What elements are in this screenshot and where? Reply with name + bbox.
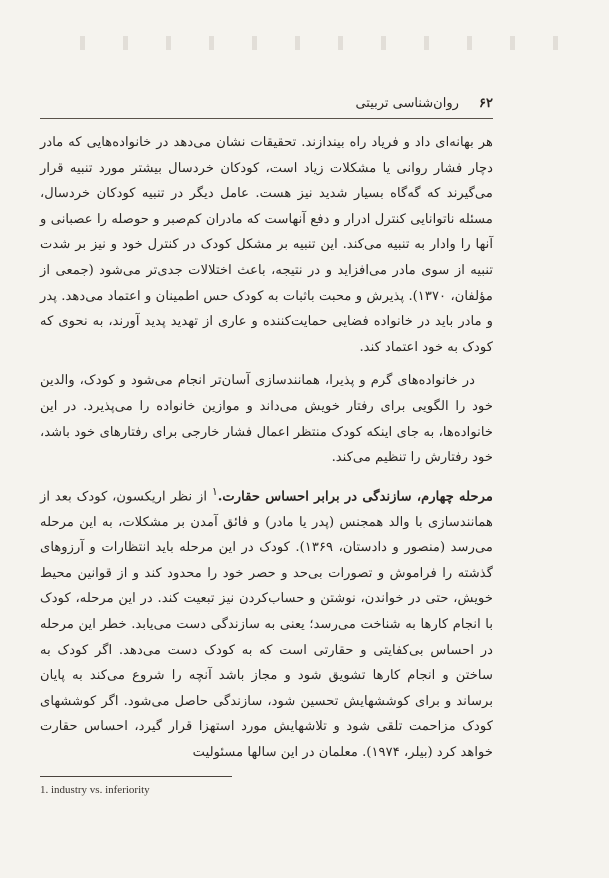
faded-top-marks (80, 36, 569, 50)
page-number: ۶۲ (479, 96, 493, 111)
footnote-marker: ۱ (211, 484, 218, 498)
footnote: 1. industry vs. inferiority (40, 784, 150, 796)
paragraph: هر بهانه‌ای داد و فریاد راه بیندازند. تحقیقات نشان می‌دهد در خانواده‌هایی که مادر دچار فشار روانی یا مشکلات زیاد است، کودکان خردسال بیشتر مورد تنبیه قرار می‌گیرند که گه‌گاه بسیار شدید نیز هست. عامل دیگر در تنبیه کودکان خردسال، مسئله ناتوانایی کنترل ادرار و دفع آنهاست که مادران کم‌صبر و حوصله را عصبانی و آنها را وادار به تنبیه می‌کند. این تنبیه بر مشکل کودک در کنترل خود و نیز بر شدت تنبیه از سوی مادر می‌افزاید و در نتیجه، باعث اختلالات جدی‌تر می‌شود (جمعی از مؤلفان، ۱۳۷۰). پذیرش و محبت باثبات به کودک حس اطمینان و اعتماد می‌دهد. پدر و مادر باید در خانواده فضایی حمایت‌کننده و عاری از تهدید پدید آورند، به نحوی که کودک به خود اعتماد کند. (40, 135, 493, 355)
running-title: روان‌شناسی تربیتی (355, 96, 459, 111)
paragraph (40, 479, 493, 766)
footnote-divider (40, 776, 232, 777)
paragraph-body: از نظر اریکسون، کودک بعد از همانندسازی با والد همجنس (پدر یا مادر) و فائق آمدن بر مشکلات، به این مرحله می‌رسد (منصور و دادستان، ۱۳۶۹). کودک در این مرحله باید انتظارات و آرزوهای گذشته را فراموش و تصورات بی‌حد و حصر خود را محدود کند و از قوانین محیط خویش، حتی در خواندن، نوشتن و حساب‌کردن نیز تبعیت کند. در این مرحله، کودک با انجام کارها به شناخت می‌رسد؛ یعنی به سازندگی دست می‌یابد. خطر این مرحله در احساس بی‌کفایتی و حقارتی است که به کودک دست می‌دهد. اگر کودک به ساختن و انجام کارها تشویق شود و مجاز باشد آنچه را شروع می‌کند به پایان برساند و برای کوششهایش تحسین شود، سازندگی حاصل می‌شود. اگر کوششهای کودک مزاحمت تلقی شود و تلاشهایش مورد استهزا قرار گیرد، احساس حقارت خواهد کرد (بیلر، ۱۹۷۴). معلمان در این سالها مسئولیت (40, 489, 493, 761)
paragraph: در خانواده‌های گرم و پذیرا، همانندسازی آسان‌تر انجام می‌شود و کودک، والدین خود را الگویی برای رفتار خویش می‌داند و موازین خانواده را می‌پذیرد. در این خانواده‌ها، به جای اینکه کودک منتظر اعمال فشار خارجی برای رفتارهای خود باشد، خود رفتارش را تنظیم می‌کند. (40, 373, 493, 466)
body-text (40, 130, 493, 774)
running-header (40, 96, 493, 119)
section-heading: مرحله چهارم، سازندگی در برابر احساس حقارت. (217, 489, 493, 505)
